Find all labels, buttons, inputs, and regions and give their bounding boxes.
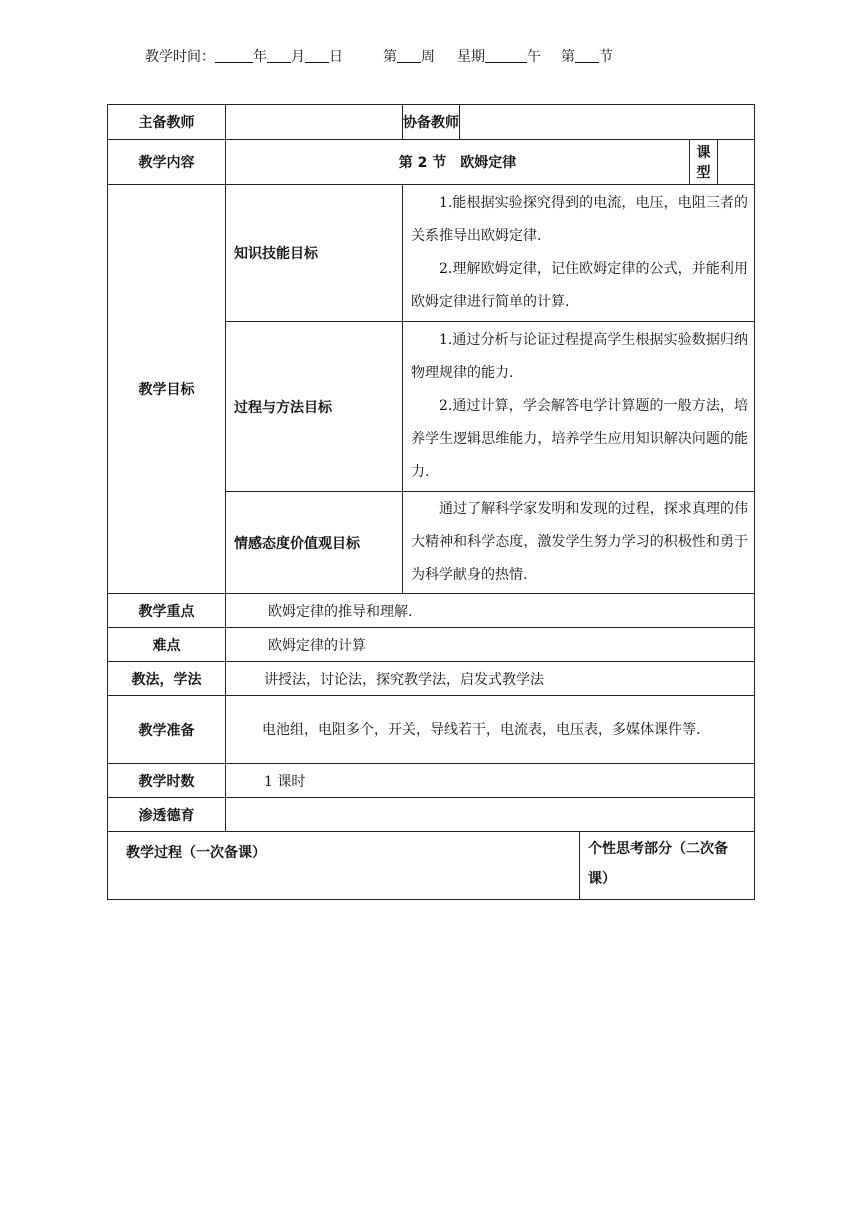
method-label: 教法，学法: [108, 662, 226, 696]
process-goal-1: 1.通过分析与论证过程提高学生根据实验数据归纳物理规律的能力.: [411, 332, 748, 381]
process-first-prep[interactable]: 教学过程（一次备课）: [108, 832, 580, 900]
section-prefix: 第: [561, 49, 575, 65]
year-label: 年: [253, 49, 267, 65]
preparation-text: 电池组，电阻多个，开关，导线若干，电流表，电压表，多媒体课件等.: [262, 721, 701, 738]
process-goal-label: 过程与方法目标: [226, 322, 403, 492]
process-goal-2: 2.通过计算，学会解答电学计算题的一般方法，培养学生逻辑思维能力，培养学生应用知识解决问题的能力.: [411, 398, 748, 480]
week-label: 周: [421, 49, 435, 65]
hours-value: 1 课时: [226, 764, 755, 798]
emotion-goal-1: 通过了解科学家发明和发现的过程，探求真理的伟大精神和科学态度，激发学生努力学习的积极性和勇于为科学献身的热情.: [411, 501, 748, 583]
preparation-value: [226, 696, 755, 764]
knowledge-goal-2: 2.理解欧姆定律，记住欧姆定律的公式，并能利用欧姆定律进行简单的计算.: [411, 261, 748, 310]
week-blank[interactable]: [397, 48, 421, 63]
method-value: 讲授法，讨论法，探究教学法，启发式教学法: [226, 662, 755, 696]
key-point-label: 教学重点: [108, 594, 226, 628]
time-label: 教学时间：: [145, 49, 215, 65]
main-teacher-value[interactable]: [226, 105, 403, 140]
hours-label: 教学时数: [108, 764, 226, 798]
key-point-value: 欧姆定律的推导和理解.: [226, 594, 755, 628]
assist-teacher-value[interactable]: [460, 105, 755, 140]
lesson-type-value[interactable]: [718, 140, 755, 185]
lesson-plan-table: [107, 104, 755, 900]
assist-teacher-label: 协备教师: [403, 105, 460, 140]
knowledge-goal-label: 知识技能目标: [226, 185, 403, 322]
day-label: 日: [329, 49, 343, 65]
knowledge-goal-text: [403, 185, 755, 322]
lesson-time-header: [145, 46, 613, 66]
main-teacher-label: 主备教师: [108, 105, 226, 140]
moral-label: 渗透德育: [108, 798, 226, 832]
month-blank[interactable]: [267, 48, 291, 63]
year-blank[interactable]: [215, 48, 253, 63]
goals-label: 教学目标: [108, 185, 226, 594]
section-label: 节: [599, 49, 613, 65]
second-prep-section[interactable]: 个性思考部分（二次备课）: [580, 832, 755, 900]
preparation-label: 教学准备: [108, 696, 226, 764]
day-blank[interactable]: [305, 48, 329, 63]
content-title: 第 2 节 欧姆定律: [226, 140, 690, 185]
emotion-goal-text: [403, 492, 755, 594]
knowledge-goal-1: 1.能根据实验探究得到的电流，电压，电阻三者的关系推导出欧姆定律.: [411, 195, 748, 244]
difficulty-value: 欧姆定律的计算: [226, 628, 755, 662]
weekday-label: 星期: [457, 49, 485, 65]
content-label: 教学内容: [108, 140, 226, 185]
week-prefix: 第: [383, 49, 397, 65]
difficulty-label: 难点: [108, 628, 226, 662]
weekday-blank[interactable]: [485, 48, 527, 63]
emotion-goal-label: 情感态度价值观目标: [226, 492, 403, 594]
lesson-type-label: 课型: [690, 140, 718, 185]
noon-label: 午: [527, 49, 541, 65]
section-blank[interactable]: [575, 48, 599, 63]
moral-value[interactable]: [226, 798, 755, 832]
month-label: 月: [291, 49, 305, 65]
process-goal-text: [403, 322, 755, 492]
